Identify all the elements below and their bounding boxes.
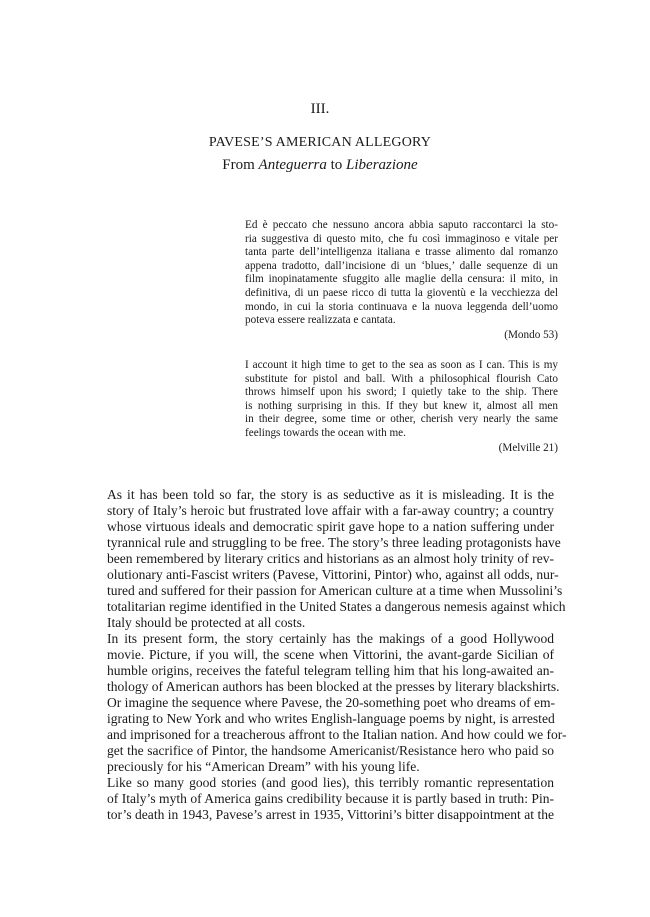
text-line: Or imagine the sequence where Pavese, the 20-something poet who dreams of em- bbox=[107, 695, 556, 710]
chapter-subtitle bbox=[0, 157, 640, 174]
text-line: substitute for pistol and ball. With a philosophical flourish Cato bbox=[245, 372, 558, 385]
subtitle-prefix: From bbox=[222, 157, 259, 173]
text-line: and imprisoned for a treacherous affront to the Italian nation. And how could we for- bbox=[107, 727, 567, 742]
text-line: tanta parte dell’intelligenza italiana e trasse alimento dal romanzo bbox=[245, 246, 558, 259]
text-line: I account it high time to get to the sea as soon as I can. This is my bbox=[245, 359, 558, 371]
text-line: thology of American authors has been blocked at the presses by literary blackshirts. bbox=[107, 679, 560, 694]
text-line: totalitarian regime identified in the United States a dangerous nemesis against which bbox=[107, 599, 566, 614]
text-line: As it has been told so far, the story is as seductive as it is misleading. It is the bbox=[107, 487, 554, 502]
text-line: been remembered by literary critics and historians as an almost holy trinity of rev- bbox=[107, 551, 554, 566]
text-line: Ed è peccato che nessuno ancora abbia saputo raccontarci la sto- bbox=[245, 219, 558, 231]
text-line: get the sacrifice of Pintor, the handsome Americanist/Resistance hero who paid so bbox=[107, 743, 554, 758]
text-line: poteva essere realizzata e cantata. bbox=[245, 314, 396, 327]
paragraph bbox=[88, 487, 566, 631]
text-line: film inopinatamente sfuggito alle maglie della censura: il mito, in bbox=[245, 273, 558, 286]
text-line: of Italy’s myth of America gains credibility because it is partly based in truth: Pin- bbox=[107, 791, 554, 806]
epigraph-citation: (Melville 21) bbox=[498, 441, 558, 454]
text-line: mondo, in cui la storia continuava e la nuova leggenda dell’uomo bbox=[245, 300, 558, 313]
epigraph-melville bbox=[245, 359, 558, 455]
text-line: throws himself upon his sword; I quietly take to the ship. There bbox=[245, 386, 558, 399]
text-line: story of Italy’s heroic but frustrated love affair with a far-away country; a country bbox=[107, 503, 554, 518]
subtitle-mid: to bbox=[326, 157, 347, 173]
subtitle-anteguerra: Anteguerra bbox=[258, 157, 327, 173]
text-line: igrating to New York and who writes English-language poems by night, is arrested bbox=[107, 711, 555, 726]
text-line: appena tradotto, dall’incisione di un ‘blues,’ dalle sequenze di un bbox=[245, 259, 558, 272]
text-line: definitiva, di un paese ricco di tutta la gioventù e la vecchiezza del bbox=[245, 286, 558, 299]
paragraph bbox=[88, 775, 554, 823]
text-line: tyrannical rule and struggling to be free. The story’s three leading protagonists have bbox=[107, 535, 561, 550]
chapter-number: III. bbox=[310, 101, 330, 117]
text-line: is nothing surprising in this. If they but knew it, almost all men bbox=[245, 399, 558, 412]
epigraph-citation: (Mondo 53) bbox=[504, 328, 558, 341]
text-line: Like so many good stories (and good lies), this terribly romantic representation bbox=[107, 775, 554, 790]
text-line: preciously for his “American Dream” with his young life. bbox=[107, 759, 420, 774]
text-line: tor’s death in 1943, Pavese’s arrest in 1935, Vittorini’s bitter disappointment at the bbox=[107, 807, 554, 822]
text-line: feelings towards the ocean with me. bbox=[245, 426, 406, 439]
text-line: ria suggestiva di questo mito, che fu così immaginoso e vitale per bbox=[245, 232, 558, 245]
epigraph-pavese bbox=[245, 219, 558, 342]
text-line: humble origins, receives the fateful telegram telling him that his long-awaited an- bbox=[107, 663, 554, 678]
text-line: movie. Picture, if you will, the scene when Vittorini, the avant-garde Sicilian of bbox=[107, 647, 554, 662]
epigraph-text bbox=[245, 219, 558, 328]
paragraph bbox=[88, 631, 567, 775]
text-line: in their degree, some time or other, cherish very nearly the same bbox=[245, 413, 558, 426]
subtitle-liberazione: Liberazione bbox=[346, 157, 418, 173]
epigraph-text bbox=[245, 359, 558, 441]
text-line: olutionary anti-Fascist writers (Pavese, Vittorini, Pintor) who, against all odds, nur- bbox=[107, 567, 559, 582]
text-line: whose virtuous ideals and democratic spirit gave hope to a nation suffering under bbox=[107, 519, 554, 534]
text-line: In its present form, the story certainly has the makings of a good Hollywood bbox=[107, 631, 554, 646]
text-line: tured and suffered for their passion for American culture at a time when Mussolini’s bbox=[107, 583, 563, 598]
text-line: Italy should be protected at all costs. bbox=[107, 615, 306, 630]
chapter-title: PAVESE’S AMERICAN ALLEGORY bbox=[208, 135, 432, 150]
body-text bbox=[88, 487, 567, 823]
